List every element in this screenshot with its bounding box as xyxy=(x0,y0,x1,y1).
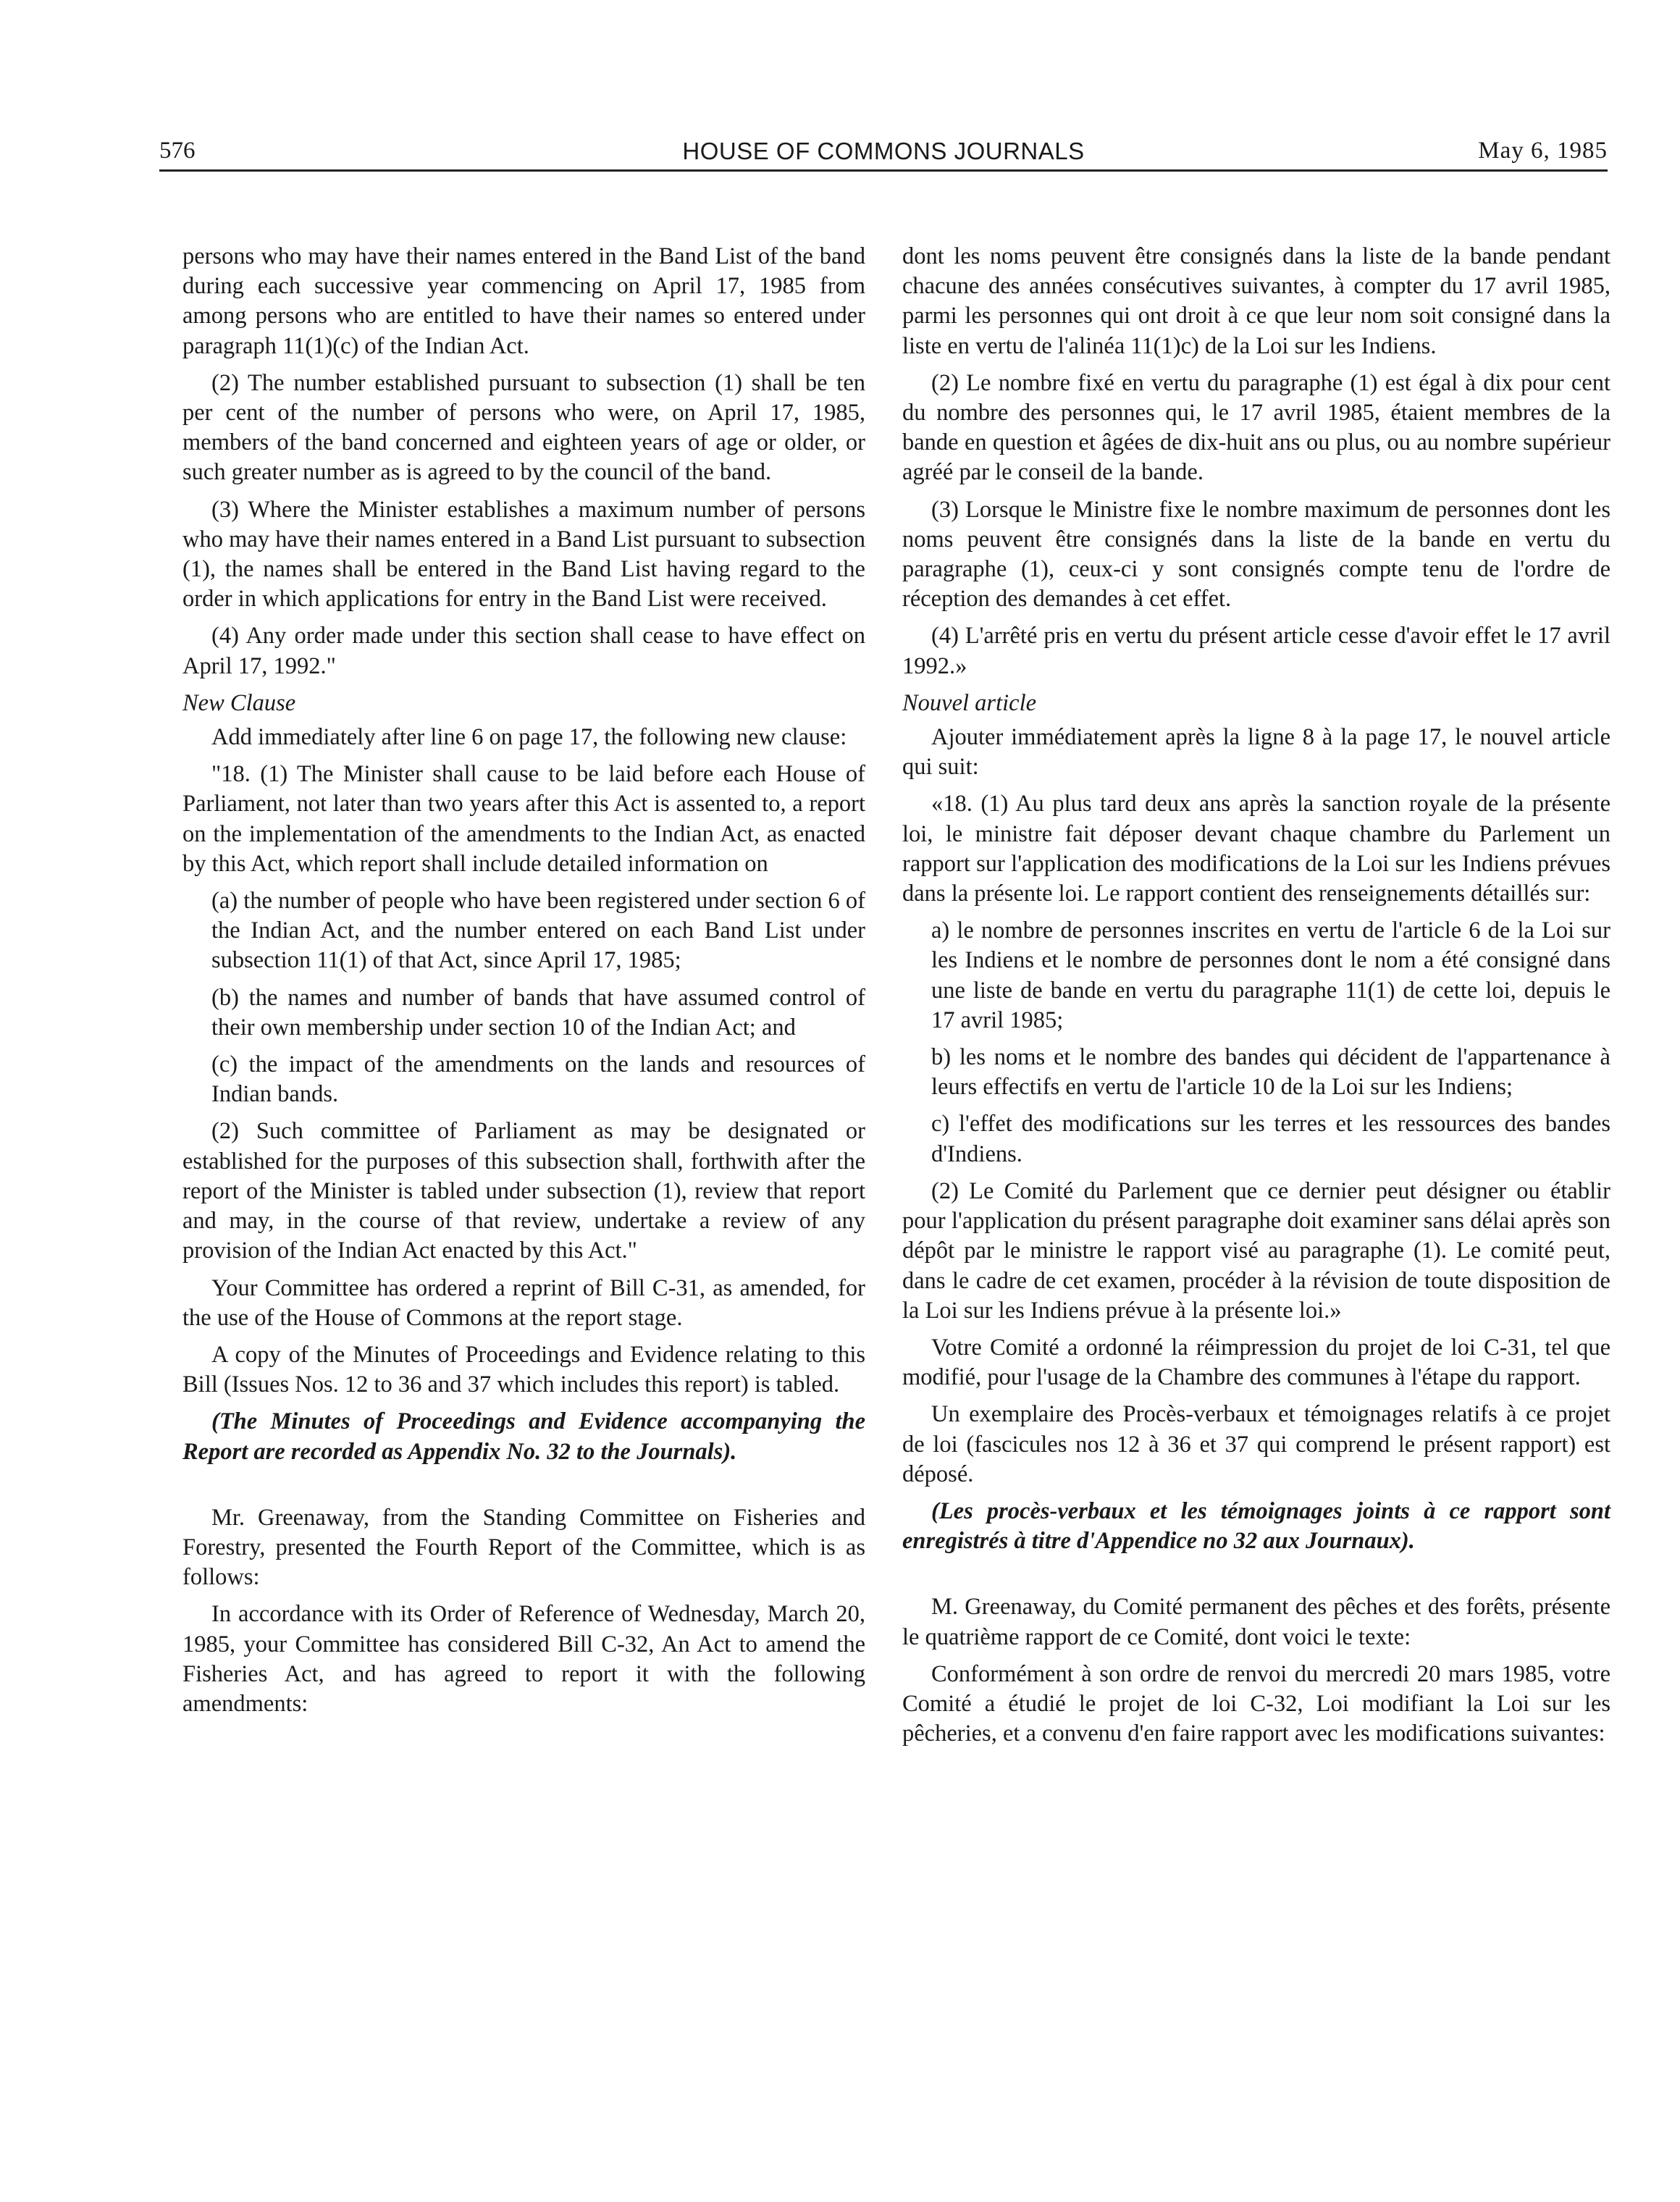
right-new-clause-heading: Nouvel article xyxy=(902,689,1037,716)
right-clause-18-1: «18. (1) Au plus tard deux ans après la sanction royale de la présente loi, le ministre fait déposer devant chaque chambre du Parlement un rapport sur l'application des modifications de la Loi sur les Indiens prévues dans la présente loi. Le rapport contient des renseignements détaillés sur: xyxy=(902,791,1610,907)
right-continuation-paragraph: dont les noms peuvent être consignés dans la liste de la bande pendant chacune des années consécutives suivantes, à compter du 17 avril 1985, parmi les personnes qui ont droit à ce que leur nom soit consigné dans la liste en vertu de l'alinéa 11(1)c) de la Loi sur les Indiens. xyxy=(902,243,1610,359)
english-column xyxy=(182,242,865,1726)
left-clause-18-2: (2) Such committee of Parliament as may be designated or established for the purposes of this subsection shall, forthwith after the report of the Minister is tabled under subsection (1), review that report and may, in the course of that review, undertake a review of any provision of the Indian Act enacted by this Act." xyxy=(182,1118,865,1264)
right-clause-18-2: (2) Le Comité du Parlement que ce dernier peut désigner ou établir pour l'application du présent paragraphe doit examiner sans délai après son dépôt par le ministre le rapport visé au paragraphe (1). Le comité peut, dans le cadre de cet examen, procéder à la révision de toute disposition de la Loi sur les Indiens prévue à la présente loi.» xyxy=(902,1177,1610,1324)
page-date: May 6, 1985 xyxy=(1478,138,1608,164)
left-subsection-4: (4) Any order made under this section shall cease to have effect on April 17, 1992." xyxy=(182,623,865,679)
left-continuation-paragraph: persons who may have their names entered in the Band List of the band during each successive year commencing on April 17, 1985 from among persons who are entitled to have their names so entered under paragraph 11(1)(c) of the Indian Act. xyxy=(182,243,865,359)
left-greenaway-paragraph: Mr. Greenaway, from the Standing Committee on Fisheries and Forestry, presented the Fourth Report of the Committee, which is as follows: xyxy=(182,1504,865,1591)
left-item-b: (b) the names and number of bands that have assumed control of their own membership under section 10 of the Indian Act; and xyxy=(211,984,865,1041)
section-spacer xyxy=(902,1563,1610,1592)
right-greenaway-paragraph: M. Greenaway, du Comité permanent des pêches et des forêts, présente le quatrième rapport de ce Comité, dont voici le texte: xyxy=(902,1594,1610,1650)
right-add-instruction: Ajouter immédiatement après la ligne 8 à la page 17, le nouvel article qui suit: xyxy=(902,724,1610,781)
left-new-clause-heading: New Clause xyxy=(182,689,296,716)
left-copy-paragraph: A copy of the Minutes of Proceedings and Evidence relating to this Bill (Issues Nos. 12 to 36 and 37 which includes this report) is tabled. xyxy=(182,1341,865,1398)
left-subsection-2: (2) The number established pursuant to subsection (1) shall be ten per cent of the number of persons who were, on April 17, 1985, members of the band concerned and eighteen years of age or older, or such greater number as is agreed to by the council of the band. xyxy=(182,369,865,486)
section-spacer xyxy=(182,1474,865,1503)
left-clause-18-1: "18. (1) The Minister shall cause to be laid before each House of Parliament, not later than two years after this Act is assented to, a report on the implementation of the amendments to the Indian Act, as enacted by this Act, which report shall include detailed information on xyxy=(182,761,865,877)
page-header xyxy=(159,138,1608,174)
left-appendix-note: (The Minutes of Proceedings and Evidence accompanying the Report are recorded as Appendix No. 32 to the Journals). xyxy=(182,1408,865,1465)
right-item-b: b) les noms et le nombre des bandes qui décident de l'appartenance à leurs effectifs en vertu de l'article 10 de la Loi sur les Indiens; xyxy=(931,1044,1610,1101)
left-item-a: (a) the number of people who have been registered under section 6 of the Indian Act, and the number entered on each Band List under subsection 11(1) of that Act, since April 17, 1985; xyxy=(211,888,865,974)
right-copy-paragraph: Un exemplaire des Procès-verbaux et témoignages relatifs à ce projet de loi (fascicules nos 12 à 36 et 37 qui comprend le présent rapport) est déposé. xyxy=(902,1401,1610,1487)
journal-title: HOUSE OF COMMONS JOURNALS xyxy=(682,138,1085,164)
page-number: 576 xyxy=(159,138,196,164)
right-item-c: c) l'effet des modifications sur les terres et les ressources des bandes d'Indiens. xyxy=(931,1111,1610,1167)
left-subsection-3: (3) Where the Minister establishes a maximum number of persons who may have their names entered in a Band List pursuant to subsection (1), the names shall be entered in the Band List having regard to the order in which applications for entry in the Band List were received. xyxy=(182,496,865,613)
header-rule xyxy=(159,169,1608,172)
left-item-c: (c) the impact of the amendments on the lands and resources of Indian bands. xyxy=(211,1051,865,1108)
right-reprint-paragraph: Votre Comité a ordonné la réimpression du projet de loi C-31, tel que modifié, pour l'usage de la Chambre des communes à l'étape du rapport. xyxy=(902,1334,1610,1391)
right-appendix-note: (Les procès-verbaux et les témoignages joints à ce rapport sont enregistrés à titre d'Appendice no 32 aux Journaux). xyxy=(902,1497,1610,1555)
left-reprint-paragraph: Your Committee has ordered a reprint of Bill C-31, as amended, for the use of the House of Commons at the report stage. xyxy=(182,1274,865,1331)
right-subsection-3: (3) Lorsque le Ministre fixe le nombre maximum de personnes dont les noms peuvent être consignés dans la liste de la bande en vertu du paragraphe (1), ceux-ci y sont consignés compte tenu de l'ordre de réception des demandes à cet effet. xyxy=(902,496,1610,613)
left-order-of-reference-paragraph: In accordance with its Order of Reference of Wednesday, March 20, 1985, your Committee has considered Bill C-32, An Act to amend the Fisheries Act, and has agreed to report it with the following amendments: xyxy=(182,1601,865,1717)
right-order-of-reference-paragraph: Conformément à son ordre de renvoi du mercredi 20 mars 1985, votre Comité a étudié le projet de loi C-32, Loi modifiant la Loi sur les pêcheries, et a convenu d'en faire rapport avec les modifications suivantes: xyxy=(902,1660,1610,1747)
right-subsection-2: (2) Le nombre fixé en vertu du paragraphe (1) est égal à dix pour cent du nombre des personnes qui, le 17 avril 1985, étaient membres de la bande en question et âgées de dix-huit ans ou plus, ou au nombre supérieur agréé par le conseil de la bande. xyxy=(902,369,1610,486)
left-add-instruction: Add immediately after line 6 on page 17, the following new clause: xyxy=(211,724,847,751)
right-subsection-4: (4) L'arrêté pris en vertu du présent article cesse d'avoir effet le 17 avril 1992.» xyxy=(902,623,1610,679)
french-column xyxy=(902,242,1610,1756)
right-item-a: a) le nombre de personnes inscrites en vertu de l'article 6 de la Loi sur les Indiens et le nombre de personnes dont le nom a été consigné dans une liste de bande en vertu du paragraphe 11(1) de cette loi, depuis le 17 avril 1985; xyxy=(931,917,1610,1033)
